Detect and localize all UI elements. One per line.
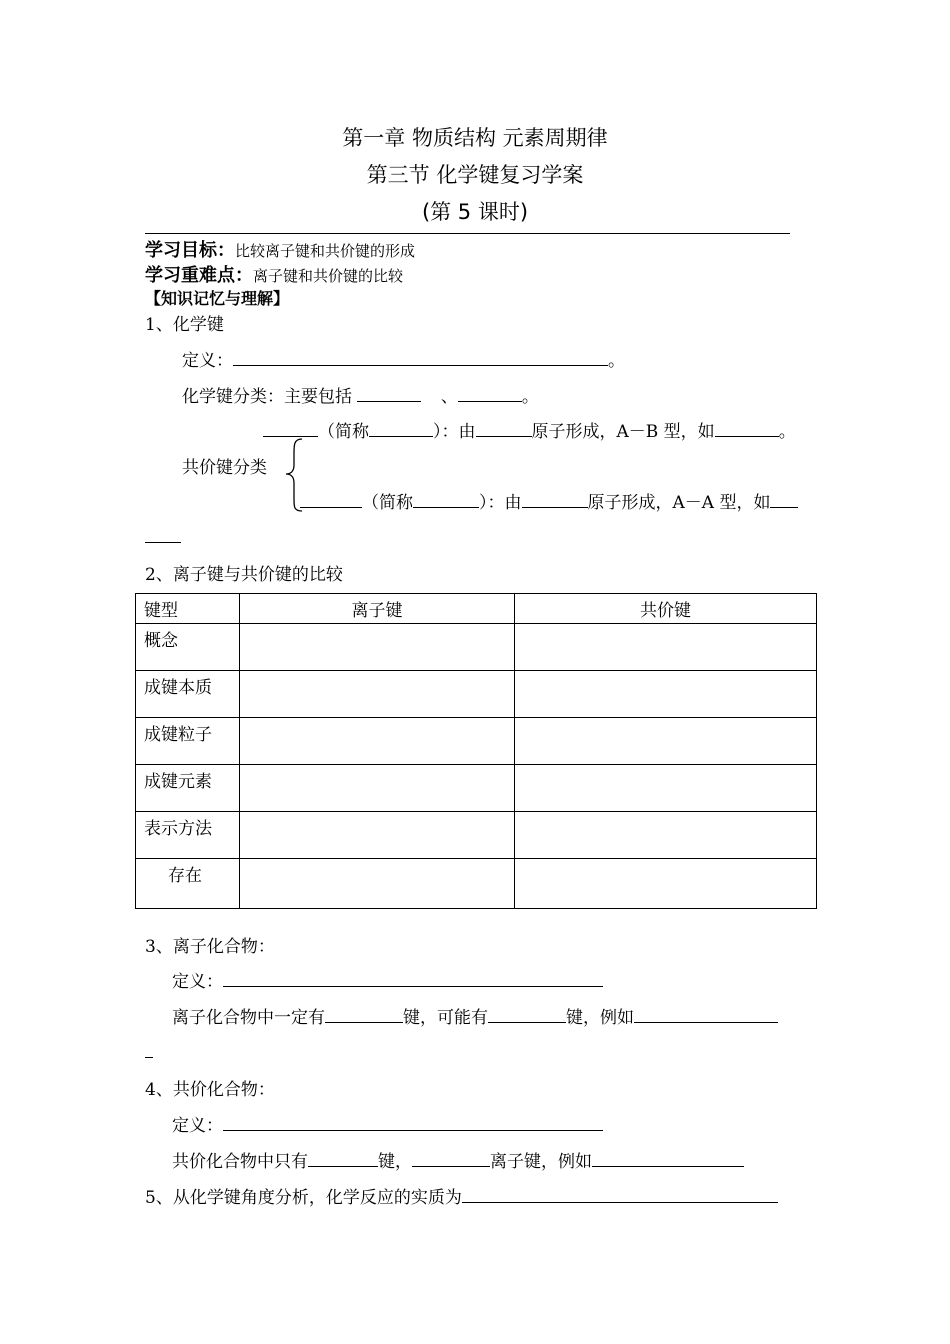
table-header-cell: 键型 [136, 594, 240, 624]
covalent-nonpolar-line: （简称 ）：由 原子形成，A－A 型，如 [300, 488, 798, 513]
covalent-classification-label: 共价键分类 [182, 458, 267, 478]
s5-statement: 5、从化学键角度分析，化学反应的实质为 [145, 1183, 778, 1208]
blank[interactable] [308, 1149, 378, 1167]
blank[interactable] [413, 490, 479, 508]
table-row [136, 671, 817, 718]
table-row [136, 718, 817, 765]
blank[interactable] [412, 1149, 490, 1167]
objective-line [145, 236, 415, 262]
chapter-title: 第一章 物质结构 元素周期律 [342, 126, 608, 150]
table-row [136, 624, 817, 671]
table-row [136, 859, 817, 909]
covalent-cell[interactable] [515, 859, 817, 909]
blank[interactable] [476, 419, 532, 437]
s3-definition: 定义： [172, 967, 603, 992]
row-label: 成键元素 [136, 765, 240, 812]
blank[interactable] [357, 384, 421, 402]
s1-classification: 化学键分类：主要包括 、 。 [182, 382, 539, 407]
covalent-cell[interactable] [515, 718, 817, 765]
table-header-cell: 离子键 [240, 594, 515, 624]
blank[interactable] [634, 1005, 778, 1023]
blank[interactable] [223, 969, 603, 987]
knowledge-heading: 【知识记忆与理解】 [145, 289, 290, 308]
key-point-line [145, 261, 403, 287]
blank[interactable] [715, 419, 779, 437]
row-label: 存在 [136, 859, 240, 909]
period-title: (第 5 课时) [421, 200, 529, 224]
s2-title: 2、离子键与共价键的比较 [145, 565, 343, 585]
covalent-cell[interactable] [515, 624, 817, 671]
s4-statement: 共价化合物中只有 键， 离子键，例如 [172, 1147, 744, 1172]
ionic-cell[interactable] [240, 812, 515, 859]
s1-title: 1、化学键 [145, 315, 224, 335]
blank[interactable] [263, 419, 318, 437]
objective-label: 学习目标： [145, 240, 235, 261]
section-title: 第三节 化学键复习学案 [366, 163, 584, 187]
blank-continuation[interactable] [145, 542, 181, 543]
header-rule [145, 233, 790, 234]
covalent-polar-line: （简称 ）：由 原子形成，A－B 型，如 。 [263, 417, 796, 442]
blank-continuation[interactable] [145, 1057, 153, 1058]
ionic-cell[interactable] [240, 671, 515, 718]
covalent-cell[interactable] [515, 765, 817, 812]
table-row [136, 765, 817, 812]
row-label: 成键本质 [136, 671, 240, 718]
s3-statement: 离子化合物中一定有 键，可能有 键，例如 [172, 1003, 778, 1028]
ionic-cell[interactable] [240, 718, 515, 765]
s3-title: 3、离子化合物： [145, 937, 275, 957]
ionic-cell[interactable] [240, 859, 515, 909]
blank[interactable] [233, 348, 608, 366]
covalent-cell[interactable] [515, 671, 817, 718]
row-label: 成键粒子 [136, 718, 240, 765]
blank[interactable] [325, 1005, 403, 1023]
ionic-cell[interactable] [240, 624, 515, 671]
table-header-cell: 共价键 [515, 594, 817, 624]
row-label: 表示方法 [136, 812, 240, 859]
key-point-label: 学习重难点： [145, 265, 253, 286]
covalent-cell[interactable] [515, 812, 817, 859]
blank[interactable] [592, 1149, 744, 1167]
s4-definition: 定义： [172, 1111, 603, 1136]
blank[interactable] [488, 1005, 566, 1023]
row-label: 概念 [136, 624, 240, 671]
blank[interactable] [770, 490, 798, 508]
blank[interactable] [300, 490, 362, 508]
comparison-table [135, 593, 817, 909]
ionic-cell[interactable] [240, 765, 515, 812]
blank[interactable] [223, 1113, 603, 1131]
table-header-row [136, 594, 817, 624]
blank[interactable] [458, 384, 522, 402]
blank[interactable] [369, 419, 433, 437]
table-row [136, 812, 817, 859]
blank[interactable] [522, 490, 588, 508]
blank[interactable] [462, 1185, 778, 1203]
s1-definition: 定义： 。 [182, 346, 625, 371]
objective-value: 比较离子键和共价键的形成 [235, 242, 416, 260]
s4-title: 4、共价化合物： [145, 1080, 275, 1100]
key-point-value: 离子键和共价键的比较 [253, 267, 404, 285]
